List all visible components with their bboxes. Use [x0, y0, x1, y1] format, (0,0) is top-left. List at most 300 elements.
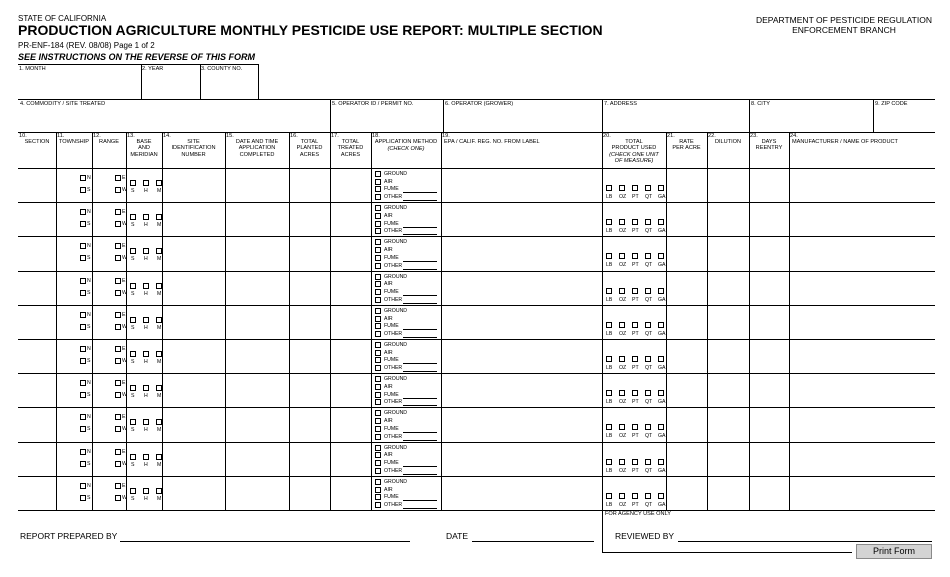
method-other-line[interactable] — [403, 329, 437, 330]
unit-checkbox[interactable] — [606, 459, 612, 465]
info-field-input[interactable] — [604, 109, 747, 131]
method-label: GROUND — [384, 478, 408, 485]
unit-checkbox[interactable] — [606, 185, 612, 191]
column-header: DAYS REENTRY — [755, 139, 783, 152]
range-w-checkbox[interactable] — [115, 495, 121, 501]
method-checkbox[interactable] — [375, 331, 381, 337]
township-n-label: N — [87, 448, 91, 455]
meridian-label: H — [144, 324, 148, 331]
meridian-label: S — [131, 256, 135, 263]
meridian-label: H — [144, 495, 148, 502]
range-e-checkbox[interactable] — [115, 209, 121, 215]
meridian-label: S — [131, 359, 135, 365]
meridian-checkbox[interactable] — [156, 317, 162, 323]
method-checkbox[interactable] — [375, 479, 381, 485]
column-number: 18. — [372, 133, 380, 139]
info-field-label: 6. OPERATOR (GROWER) — [445, 101, 514, 107]
unit-checkbox[interactable] — [658, 185, 664, 191]
info-field-label: 5. OPERATOR ID / PERMIT NO. — [332, 101, 414, 107]
township-s-checkbox[interactable] — [80, 495, 86, 501]
unit-checkbox[interactable] — [619, 185, 625, 191]
township-s-checkbox[interactable] — [80, 290, 86, 296]
meridian-checkbox[interactable] — [143, 283, 149, 289]
township-s-checkbox[interactable] — [80, 255, 86, 261]
unit-label: PT — [632, 399, 639, 406]
township-n-checkbox[interactable] — [80, 175, 86, 181]
column-header: DATE AND TIME APPLICATION COMPLETED — [235, 139, 279, 158]
unit-label: GA — [658, 296, 666, 303]
meridian-checkbox[interactable] — [143, 488, 149, 494]
row-divider — [18, 373, 935, 374]
township-n-checkbox[interactable] — [80, 209, 86, 215]
top-field-input[interactable] — [20, 74, 139, 97]
unit-label: LB — [606, 296, 613, 303]
range-e-checkbox[interactable] — [115, 449, 121, 455]
column-subheader: (CHECK ONE UNIT OF MEASURE) — [609, 152, 659, 165]
method-label: GROUND — [384, 444, 408, 451]
unit-checkbox[interactable] — [658, 390, 664, 396]
range-w-label: W — [122, 494, 127, 501]
date-label: DATE — [446, 531, 469, 541]
unit-checkbox[interactable] — [619, 253, 625, 259]
info-field-input[interactable] — [445, 109, 600, 131]
range-w-label: W — [122, 392, 127, 399]
meridian-label: M — [157, 461, 162, 468]
method-label: GROUND — [384, 376, 408, 383]
column-divider — [602, 132, 603, 510]
method-checkbox[interactable] — [375, 274, 381, 280]
unit-label: QT — [645, 262, 653, 269]
unit-label: OZ — [619, 228, 627, 235]
method-checkbox[interactable] — [375, 194, 381, 200]
range-e-checkbox[interactable] — [115, 346, 121, 352]
unit-checkbox[interactable] — [619, 390, 625, 396]
method-checkbox[interactable] — [375, 460, 381, 466]
method-checkbox[interactable] — [375, 239, 381, 245]
unit-checkbox[interactable] — [606, 493, 612, 499]
unit-checkbox[interactable] — [645, 424, 651, 430]
unit-checkbox[interactable] — [658, 424, 664, 430]
range-e-label: E — [122, 482, 126, 489]
top-field-label: 2. YEAR — [142, 66, 164, 72]
township-s-checkbox[interactable] — [80, 324, 86, 330]
range-w-label: W — [122, 426, 127, 433]
method-checkbox[interactable] — [375, 410, 381, 416]
info-field-divider — [873, 99, 874, 132]
top-fields-top-border — [18, 64, 258, 65]
range-e-checkbox[interactable] — [115, 312, 121, 318]
unit-checkbox[interactable] — [606, 219, 612, 225]
unit-checkbox[interactable] — [658, 493, 664, 499]
township-n-checkbox[interactable] — [80, 380, 86, 386]
column-header: SECTION — [24, 139, 50, 145]
unit-checkbox[interactable] — [632, 322, 638, 328]
unit-label: LB — [606, 433, 613, 440]
top-field-input[interactable] — [143, 74, 198, 97]
method-checkbox[interactable] — [375, 342, 381, 348]
info-field-divider — [330, 99, 331, 132]
unit-checkbox[interactable] — [658, 322, 664, 328]
unit-label: QT — [645, 228, 653, 235]
method-other-line[interactable] — [403, 303, 437, 304]
unit-checkbox[interactable] — [658, 253, 664, 259]
method-other-line[interactable] — [403, 398, 437, 399]
township-s-checkbox[interactable] — [80, 426, 86, 432]
unit-checkbox[interactable] — [632, 219, 638, 225]
column-header: DILUTION — [714, 139, 742, 145]
unit-checkbox[interactable] — [606, 356, 612, 362]
unit-label: LB — [606, 501, 613, 508]
meridian-checkbox[interactable] — [143, 214, 149, 220]
column-divider — [666, 132, 667, 510]
meridian-checkbox[interactable] — [143, 180, 149, 186]
info-field-input[interactable] — [875, 109, 933, 131]
method-other-line[interactable] — [403, 261, 437, 262]
method-label: OTHER — [384, 501, 403, 508]
meridian-label: H — [144, 188, 148, 194]
column-number: 11. — [57, 133, 65, 139]
method-checkbox[interactable] — [375, 297, 381, 303]
method-checkbox[interactable] — [375, 221, 381, 227]
unit-checkbox[interactable] — [645, 459, 651, 465]
unit-label: LB — [606, 399, 613, 406]
unit-checkbox[interactable] — [645, 185, 651, 191]
meridian-checkbox[interactable] — [130, 351, 136, 357]
township-n-label: N — [87, 380, 91, 387]
method-checkbox[interactable] — [375, 365, 381, 371]
method-other-line[interactable] — [403, 371, 437, 372]
top-field-input[interactable] — [202, 74, 256, 97]
method-label: GROUND — [384, 307, 408, 314]
method-label: FUME — [384, 425, 399, 432]
meridian-checkbox[interactable] — [130, 180, 136, 186]
method-checkbox[interactable] — [375, 186, 381, 192]
range-w-checkbox[interactable] — [115, 255, 121, 261]
method-label: OTHER — [384, 194, 403, 201]
unit-label: PT — [632, 228, 639, 235]
meridian-checkbox[interactable] — [130, 385, 136, 391]
meridian-checkbox[interactable] — [130, 419, 136, 425]
info-field-input[interactable] — [20, 109, 328, 131]
column-header: MANUFACTURER / NAME OF PRODUCT — [792, 139, 898, 145]
township-s-label: S — [87, 289, 91, 296]
info-field-input[interactable] — [751, 109, 871, 131]
unit-label: PT — [632, 194, 639, 200]
method-other-line[interactable] — [403, 295, 437, 296]
meridian-checkbox[interactable] — [143, 454, 149, 460]
meridian-label: S — [131, 324, 135, 331]
page-title: PRODUCTION AGRICULTURE MONTHLY PESTICIDE USE REPORT: MULTIPLE SECTION — [18, 22, 603, 38]
department-name: DEPARTMENT OF PESTICIDE REGULATION — [755, 15, 932, 25]
unit-label: PT — [632, 365, 639, 371]
range-e-checkbox[interactable] — [115, 243, 121, 249]
township-s-label: S — [87, 187, 91, 193]
range-e-checkbox[interactable] — [115, 278, 121, 284]
range-e-checkbox[interactable] — [115, 175, 121, 181]
township-s-label: S — [87, 255, 91, 262]
method-checkbox[interactable] — [375, 255, 381, 261]
meridian-checkbox[interactable] — [130, 488, 136, 494]
township-n-checkbox[interactable] — [80, 449, 86, 455]
column-number: 15. — [226, 133, 234, 139]
method-checkbox[interactable] — [375, 357, 381, 363]
prepared-by-field[interactable] — [120, 541, 410, 542]
reviewed-by-field[interactable] — [678, 541, 932, 542]
unit-label: GA — [658, 330, 666, 337]
method-checkbox[interactable] — [375, 494, 381, 500]
method-label: AIR — [384, 315, 393, 322]
unit-checkbox[interactable] — [619, 424, 625, 430]
meridian-checkbox[interactable] — [156, 488, 162, 494]
unit-checkbox[interactable] — [658, 459, 664, 465]
method-other-line[interactable] — [403, 192, 437, 193]
range-w-checkbox[interactable] — [115, 187, 121, 193]
row-divider — [18, 236, 935, 237]
method-checkbox[interactable] — [375, 289, 381, 295]
unit-checkbox[interactable] — [645, 322, 651, 328]
method-checkbox[interactable] — [375, 308, 381, 314]
method-label: AIR — [384, 178, 393, 185]
info-field-label: 9. ZIP CODE — [875, 101, 908, 107]
method-checkbox[interactable] — [375, 247, 381, 253]
column-header: TOTAL PLANTED ACRES — [296, 139, 323, 158]
unit-label: PT — [632, 433, 639, 440]
range-w-checkbox[interactable] — [115, 426, 121, 432]
unit-checkbox[interactable] — [645, 390, 651, 396]
method-other-line[interactable] — [403, 440, 437, 441]
unit-checkbox[interactable] — [632, 356, 638, 362]
method-checkbox[interactable] — [375, 487, 381, 493]
unit-checkbox[interactable] — [632, 459, 638, 465]
meridian-label: H — [144, 222, 148, 229]
method-other-line[interactable] — [403, 474, 437, 475]
unit-label: GA — [658, 262, 666, 269]
township-s-checkbox[interactable] — [80, 358, 86, 364]
meridian-checkbox[interactable] — [156, 248, 162, 254]
township-n-checkbox[interactable] — [80, 483, 86, 489]
township-n-label: N — [87, 311, 91, 318]
unit-checkbox[interactable] — [645, 288, 651, 294]
method-checkbox[interactable] — [375, 281, 381, 287]
column-header: SITE IDENTIFICATION NUMBER — [171, 139, 216, 158]
unit-checkbox[interactable] — [619, 493, 625, 499]
unit-label: OZ — [619, 365, 627, 371]
method-other-line[interactable] — [403, 363, 437, 364]
method-checkbox[interactable] — [375, 376, 381, 382]
unit-checkbox[interactable] — [632, 253, 638, 259]
method-checkbox[interactable] — [375, 171, 381, 177]
method-checkbox[interactable] — [375, 384, 381, 390]
range-w-checkbox[interactable] — [115, 358, 121, 364]
meridian-label: M — [157, 324, 162, 331]
method-label: OTHER — [384, 399, 403, 406]
method-other-line[interactable] — [403, 405, 437, 406]
unit-checkbox[interactable] — [645, 356, 651, 362]
column-divider — [441, 132, 442, 510]
method-label: GROUND — [384, 410, 408, 417]
method-other-line[interactable] — [403, 227, 437, 228]
method-label: GROUND — [384, 205, 408, 212]
unit-checkbox[interactable] — [632, 390, 638, 396]
unit-checkbox[interactable] — [632, 185, 638, 191]
unit-label: OZ — [619, 467, 627, 474]
meridian-checkbox[interactable] — [143, 385, 149, 391]
method-checkbox[interactable] — [375, 350, 381, 356]
meridian-checkbox[interactable] — [156, 351, 162, 357]
unit-checkbox[interactable] — [632, 424, 638, 430]
meridian-checkbox[interactable] — [156, 419, 162, 425]
township-n-label: N — [87, 482, 91, 489]
method-label: FUME — [384, 186, 399, 193]
unit-checkbox[interactable] — [645, 493, 651, 499]
unit-label: PT — [632, 296, 639, 303]
unit-checkbox[interactable] — [632, 493, 638, 499]
unit-checkbox[interactable] — [658, 219, 664, 225]
method-checkbox[interactable] — [375, 392, 381, 398]
meridian-checkbox[interactable] — [143, 351, 149, 357]
range-e-checkbox[interactable] — [115, 483, 121, 489]
method-checkbox[interactable] — [375, 323, 381, 329]
unit-checkbox[interactable] — [658, 288, 664, 294]
method-checkbox[interactable] — [375, 468, 381, 474]
meridian-label: S — [131, 188, 135, 194]
unit-checkbox[interactable] — [619, 288, 625, 294]
info-field-input[interactable] — [332, 109, 441, 131]
range-e-checkbox[interactable] — [115, 380, 121, 386]
range-e-label: E — [122, 311, 126, 318]
meridian-checkbox[interactable] — [130, 317, 136, 323]
meridian-label: M — [157, 222, 162, 229]
range-w-checkbox[interactable] — [115, 392, 121, 398]
meridian-checkbox[interactable] — [156, 214, 162, 220]
meridian-checkbox[interactable] — [156, 385, 162, 391]
meridian-checkbox[interactable] — [156, 454, 162, 460]
unit-checkbox[interactable] — [619, 219, 625, 225]
print-form-button[interactable]: Print Form — [856, 544, 932, 559]
row-divider — [18, 407, 935, 408]
range-w-checkbox[interactable] — [115, 221, 121, 227]
row-divider — [18, 339, 935, 340]
method-other-line[interactable] — [403, 466, 437, 467]
row-divider — [18, 271, 935, 272]
column-header: TOTAL TREATED ACRES — [337, 139, 364, 158]
township-s-checkbox[interactable] — [80, 187, 86, 193]
range-w-checkbox[interactable] — [115, 324, 121, 330]
info-field-divider — [602, 99, 603, 132]
method-checkbox[interactable] — [375, 434, 381, 440]
meridian-label: M — [157, 393, 162, 400]
township-s-checkbox[interactable] — [80, 221, 86, 227]
range-w-checkbox[interactable] — [115, 290, 121, 296]
unit-checkbox[interactable] — [619, 322, 625, 328]
range-e-checkbox[interactable] — [115, 414, 121, 420]
unit-checkbox[interactable] — [658, 356, 664, 362]
method-checkbox[interactable] — [375, 263, 381, 269]
range-e-label: E — [122, 277, 126, 284]
unit-checkbox[interactable] — [619, 356, 625, 362]
method-other-line[interactable] — [403, 234, 437, 235]
method-other-line[interactable] — [403, 508, 437, 509]
meridian-checkbox[interactable] — [156, 283, 162, 289]
method-checkbox[interactable] — [375, 213, 381, 219]
range-e-label: E — [122, 414, 126, 421]
method-checkbox[interactable] — [375, 316, 381, 322]
township-n-checkbox[interactable] — [80, 278, 86, 284]
range-w-checkbox[interactable] — [115, 461, 121, 467]
method-checkbox[interactable] — [375, 399, 381, 405]
method-other-line[interactable] — [403, 432, 437, 433]
township-s-label: S — [87, 221, 91, 228]
unit-checkbox[interactable] — [645, 253, 651, 259]
method-checkbox[interactable] — [375, 452, 381, 458]
method-label: OTHER — [384, 365, 403, 372]
township-n-checkbox[interactable] — [80, 346, 86, 352]
meridian-checkbox[interactable] — [130, 248, 136, 254]
unit-checkbox[interactable] — [606, 390, 612, 396]
meridian-checkbox[interactable] — [143, 317, 149, 323]
column-header: BASE AND MERIDIAN — [130, 139, 158, 158]
column-number: 20. — [603, 133, 611, 139]
method-label: FUME — [384, 323, 399, 330]
meridian-checkbox[interactable] — [130, 283, 136, 289]
meridian-checkbox[interactable] — [130, 454, 136, 460]
method-checkbox[interactable] — [375, 418, 381, 424]
method-checkbox[interactable] — [375, 205, 381, 211]
meridian-checkbox[interactable] — [143, 248, 149, 254]
meridian-label: S — [131, 222, 135, 229]
method-label: GROUND — [384, 171, 408, 177]
township-n-checkbox[interactable] — [80, 312, 86, 318]
column-divider — [371, 132, 372, 510]
range-w-label: W — [122, 187, 127, 193]
range-w-label: W — [122, 289, 127, 296]
date-field[interactable] — [472, 541, 594, 542]
method-other-line[interactable] — [403, 200, 437, 201]
method-other-line[interactable] — [403, 337, 437, 338]
unit-checkbox[interactable] — [645, 219, 651, 225]
unit-checkbox[interactable] — [606, 253, 612, 259]
method-label: FUME — [384, 494, 399, 501]
prepared-by-label: REPORT PREPARED BY — [20, 531, 118, 541]
method-other-line[interactable] — [403, 269, 437, 270]
township-n-label: N — [87, 277, 91, 284]
township-s-checkbox[interactable] — [80, 461, 86, 467]
meridian-label: M — [157, 290, 162, 297]
method-checkbox[interactable] — [375, 502, 381, 508]
method-checkbox[interactable] — [375, 179, 381, 185]
meridian-checkbox[interactable] — [143, 419, 149, 425]
township-n-checkbox[interactable] — [80, 414, 86, 420]
method-label: AIR — [384, 212, 393, 219]
unit-checkbox[interactable] — [619, 459, 625, 465]
meridian-checkbox[interactable] — [130, 214, 136, 220]
unit-checkbox[interactable] — [606, 288, 612, 294]
top-field-divider — [258, 64, 259, 99]
meridian-checkbox[interactable] — [156, 180, 162, 186]
method-checkbox[interactable] — [375, 228, 381, 234]
unit-label: QT — [645, 399, 653, 406]
method-checkbox[interactable] — [375, 426, 381, 432]
township-s-checkbox[interactable] — [80, 392, 86, 398]
method-checkbox[interactable] — [375, 445, 381, 451]
unit-checkbox[interactable] — [606, 424, 612, 430]
method-other-line[interactable] — [403, 500, 437, 501]
unit-label: GA — [658, 501, 666, 508]
method-label: GROUND — [384, 239, 408, 246]
unit-checkbox[interactable] — [632, 288, 638, 294]
township-n-checkbox[interactable] — [80, 243, 86, 249]
unit-checkbox[interactable] — [606, 322, 612, 328]
